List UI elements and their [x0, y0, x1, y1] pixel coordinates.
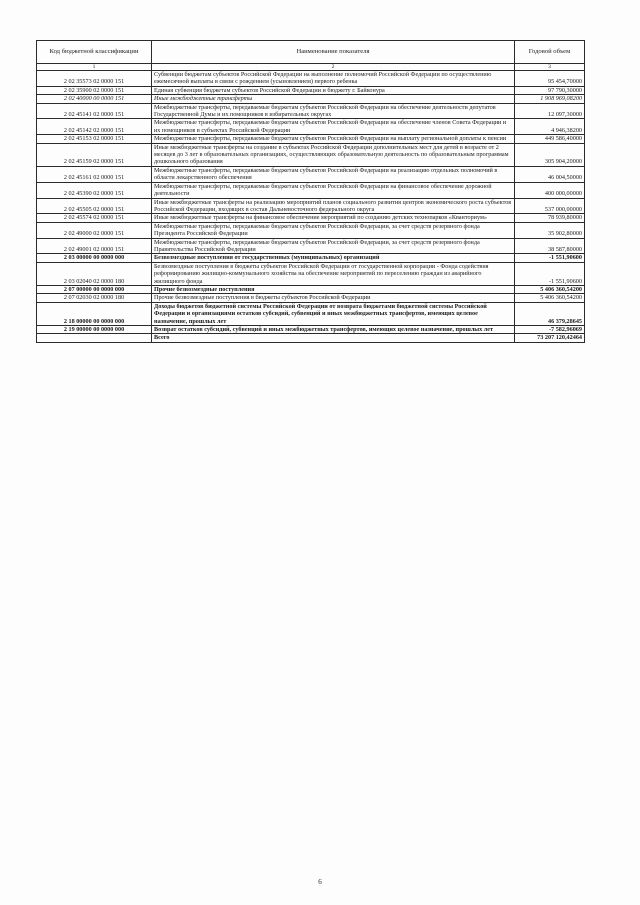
table-row	[37, 198, 585, 214]
row-name: Межбюджетные трансферты, передаваемые бюджетам субъектов Российской Федерации, за счет средств резервного фонда Правительства Российской Федерации	[152, 238, 515, 254]
table-header-row	[37, 41, 585, 64]
row-code: 2 19 00000 00 0000 000	[37, 326, 152, 334]
row-name: Межбюджетные трансферты, передаваемые бюджетам субъектов Российской Федерации на обеспечение деятельности депутатов Государственной Думы и их помощников в избирательных округах	[152, 103, 515, 119]
row-amount: 537 000,00000	[515, 198, 585, 214]
row-code	[37, 334, 152, 342]
row-amount: 4 946,38200	[515, 119, 585, 135]
table-row	[37, 86, 585, 94]
row-name: Доходы бюджетов бюджетной системы Российской Федерации от возврата бюджетами бюджетной системы Российской Федерации и организациями остатков субсидий, субвенций и иных межбюджетных трансфертов, имеющих целевое назначение, прошлых лет	[152, 302, 515, 325]
row-amount: 449 586,40000	[515, 135, 585, 143]
row-amount: -1 551,90600	[515, 262, 585, 285]
row-code: 2 07 00000 00 0000 000	[37, 285, 152, 293]
header-amount: Годовой объем	[515, 41, 585, 64]
budget-revenue-table	[36, 40, 585, 343]
row-name: Межбюджетные трансферты, передаваемые бюджетам субъектов Российской Федерации на финансовое обеспечение дорожной деятельности	[152, 182, 515, 198]
table-row	[37, 262, 585, 285]
row-code: 2 02 45153 02 0000 151	[37, 135, 152, 143]
row-amount: 78 939,80000	[515, 214, 585, 222]
table-row	[37, 294, 585, 302]
row-code: 2 02 35573 02 0000 151	[37, 71, 152, 87]
row-amount: 46 379,28645	[515, 302, 585, 325]
row-name: Прочие безвозмездные поступления	[152, 285, 515, 293]
row-name: Прочие безвозмездные поступления в бюджеты субъектов Российской Федерации	[152, 294, 515, 302]
row-amount: 73 207 120,42464	[515, 334, 585, 342]
row-code: 2 02 45574 02 0000 151	[37, 214, 152, 222]
table-row	[37, 254, 585, 262]
row-code: 2 02 45390 02 0000 151	[37, 182, 152, 198]
row-code: 2 18 00000 00 0000 000	[37, 302, 152, 325]
row-code: 2 02 45142 02 0000 151	[37, 119, 152, 135]
row-amount: 38 587,80000	[515, 238, 585, 254]
column-number-3: 3	[515, 64, 585, 71]
table-row	[37, 238, 585, 254]
row-name: Субвенции бюджетам субъектов Российской Федерации на выполнение полномочий Российской Федерации по осуществлению ежемесячной выплаты в связи с рождением (усыновлением) первого ребенка	[152, 71, 515, 87]
table-row	[37, 302, 585, 325]
column-number-1: 1	[37, 64, 152, 71]
row-code: 2 02 45159 02 0000 151	[37, 143, 152, 166]
table-row	[37, 166, 585, 182]
header-name: Наименование показателя	[152, 41, 515, 64]
row-code: 2 03 00000 00 0000 000	[37, 254, 152, 262]
row-code: 2 02 40000 00 0000 151	[37, 95, 152, 103]
row-amount: -7 582,96069	[515, 326, 585, 334]
table-row	[37, 222, 585, 238]
row-amount: 305 904,20000	[515, 143, 585, 166]
row-name: Межбюджетные трансферты, передаваемые бюджетам субъектов Российской Федерации на реализацию отдельных полномочий в области лекарственного обеспечения	[152, 166, 515, 182]
row-name: Иные межбюджетные трансферты	[152, 95, 515, 103]
row-code: 2 03 02040 02 0000 180	[37, 262, 152, 285]
row-amount: 97 790,30000	[515, 86, 585, 94]
page-number: 6	[318, 878, 322, 886]
row-amount: 5 406 360,54200	[515, 294, 585, 302]
row-code: 2 02 45141 02 0000 151	[37, 103, 152, 119]
row-name: Межбюджетные трансферты, передаваемые бюджетам субъектов Российской Федерации на выплату региональной доплаты к пенсии	[152, 135, 515, 143]
row-amount: 400 000,00000	[515, 182, 585, 198]
table-row	[37, 95, 585, 103]
row-name: Безвозмездные поступления в бюджеты субъектов Российской Федерации от государственной корпорации - Фонда содействия реформированию жилищно-коммунального хозяйства на обеспечение мероприятий по переселению граждан из аварийного жилищного фонда	[152, 262, 515, 285]
row-amount: -1 551,90600	[515, 254, 585, 262]
row-name: Иные межбюджетные трансферты на реализацию мероприятий планов социального развития центров экономического роста субъектов Российской Федерации, входящих в состав Дальневосточного федерального округа	[152, 198, 515, 214]
row-amount: 95 454,70000	[515, 71, 585, 87]
row-amount: 1 908 969,08200	[515, 95, 585, 103]
row-amount: 35 902,80000	[515, 222, 585, 238]
header-code: Код бюджетной классификации	[37, 41, 152, 64]
row-name: Безвозмездные поступления от государственных (муниципальных) организаций	[152, 254, 515, 262]
table-row	[37, 334, 585, 342]
table-row	[37, 119, 585, 135]
row-code: 2 02 45505 02 0000 151	[37, 198, 152, 214]
table-row	[37, 135, 585, 143]
table-row	[37, 143, 585, 166]
table-row	[37, 285, 585, 293]
table-row	[37, 326, 585, 334]
column-number-row	[37, 64, 585, 71]
table-row	[37, 214, 585, 222]
row-amount: 5 406 360,54200	[515, 285, 585, 293]
row-name: Иные межбюджетные трансферты на создание в субъектах Российской Федерации дополнительных мест для детей в возрасте от 2 месяцев до 3 лет в образовательных организациях, осуществляющих образовательную деятельность по образовательным программам дошкольного образования	[152, 143, 515, 166]
row-code: 2 02 35900 02 0000 151	[37, 86, 152, 94]
column-number-2: 2	[152, 64, 515, 71]
table-row	[37, 71, 585, 87]
table-row	[37, 182, 585, 198]
row-code: 2 02 49000 02 0000 151	[37, 222, 152, 238]
row-name: Всего	[152, 334, 515, 342]
row-name: Иные межбюджетные трансферты на финансовое обеспечение мероприятий по созданию детских технопарков «Кванториум»	[152, 214, 515, 222]
row-code: 2 02 45161 02 0000 151	[37, 166, 152, 182]
table-row	[37, 103, 585, 119]
row-name: Межбюджетные трансферты, передаваемые бюджетам субъектов Российской Федерации, за счет средств резервного фонда Президента Российской Федерации	[152, 222, 515, 238]
row-amount: 12 097,30000	[515, 103, 585, 119]
row-code: 2 02 49001 02 0000 151	[37, 238, 152, 254]
row-code: 2 07 02030 02 0000 180	[37, 294, 152, 302]
row-amount: 46 004,50000	[515, 166, 585, 182]
row-name: Единая субвенция бюджетам субъектов Российской Федерации и бюджету г. Байконура	[152, 86, 515, 94]
row-name: Возврат остатков субсидий, субвенций и иных межбюджетных трансфертов, имеющих целевое назначение, прошлых лет	[152, 326, 515, 334]
row-name: Межбюджетные трансферты, передаваемые бюджетам субъектов Российской Федерации на обеспечение членов Совета Федерации и их помощников в субъектах Российской Федерации	[152, 119, 515, 135]
